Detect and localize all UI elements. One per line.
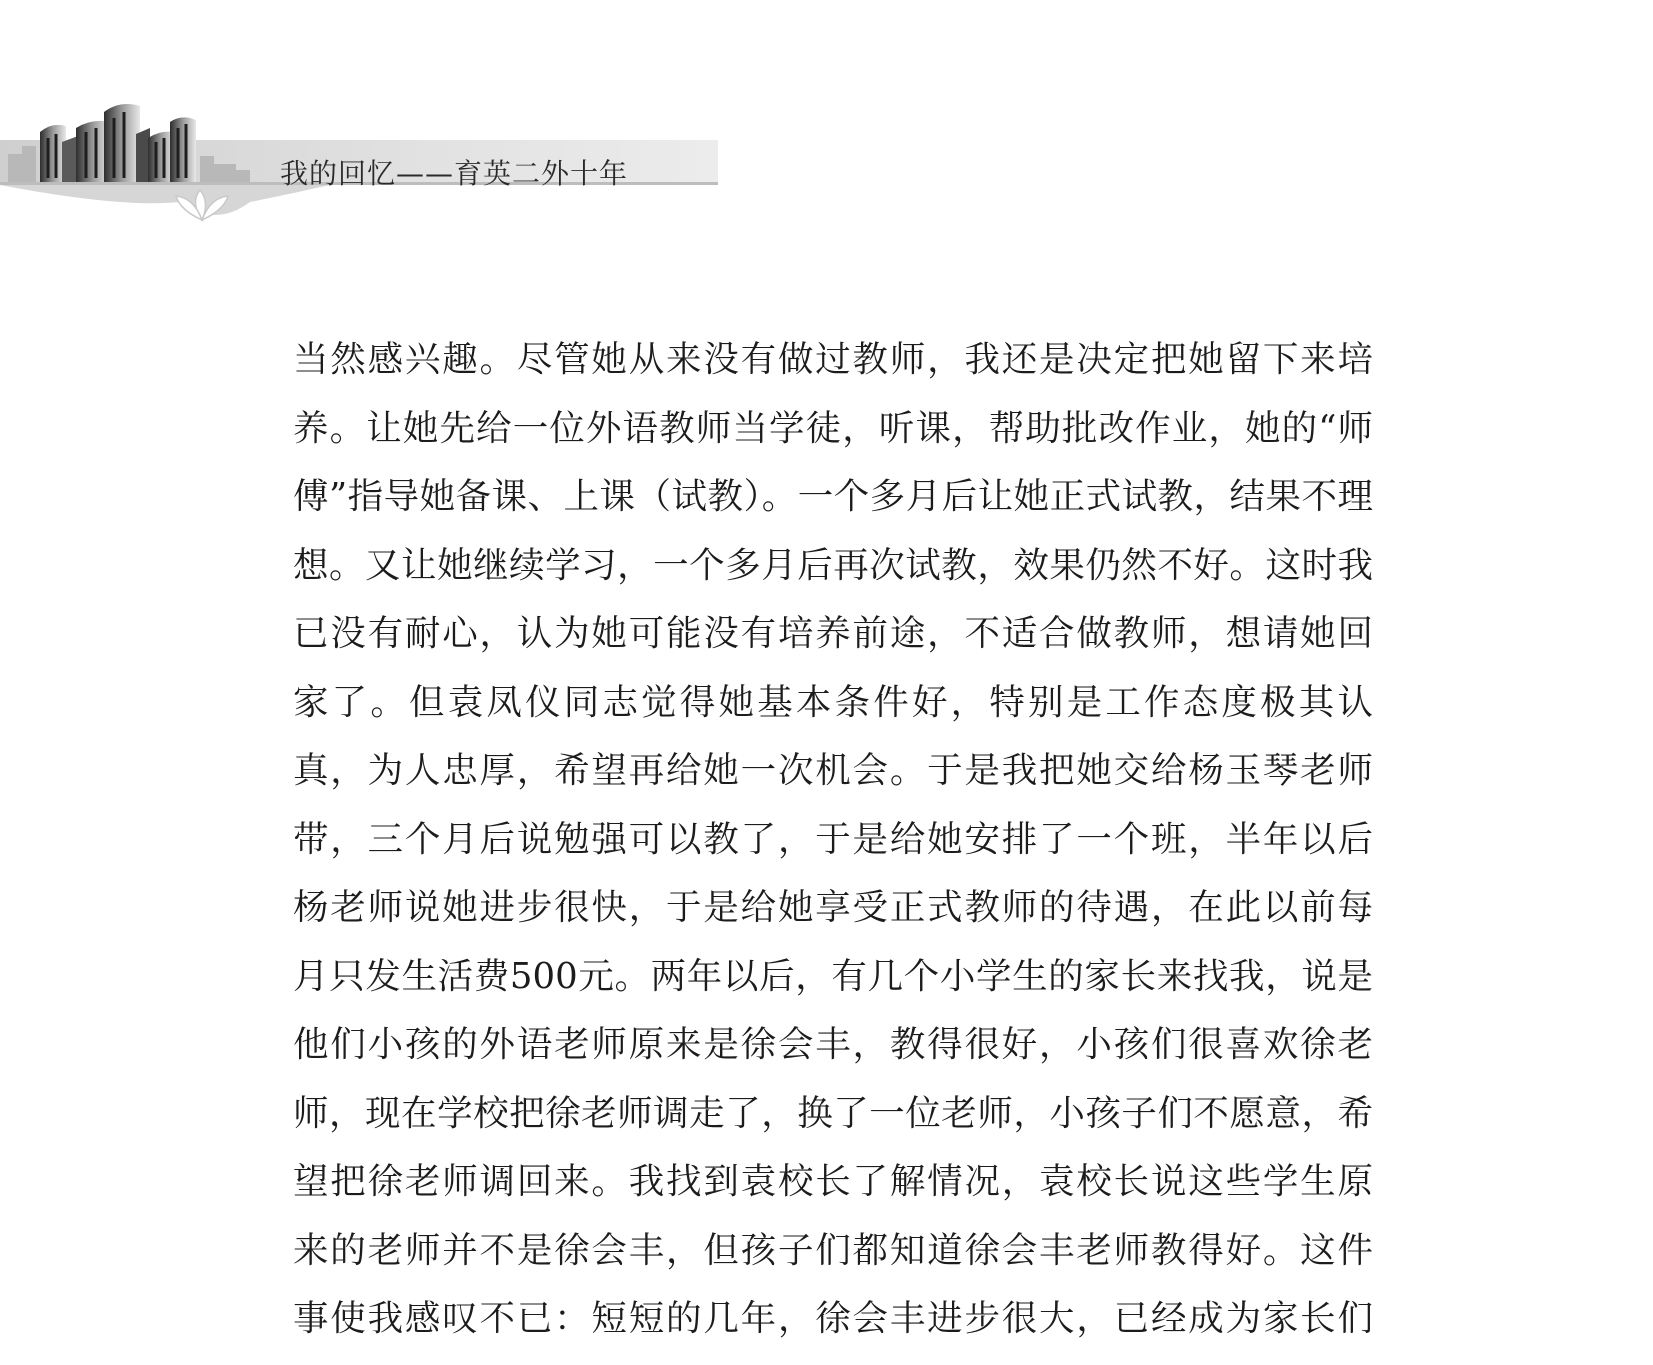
- text-line: 他们小孩的外语老师原来是徐会丰，教得很好，小孩们很喜欢徐老: [293, 1024, 1373, 1065]
- text-line: 月只发生活费500元。两年以后，有几个小学生的家长来找我，说是: [293, 955, 1373, 997]
- text-line: 杨老师说她进步很快，于是给她享受正式教师的待遇，在此以前每: [293, 887, 1373, 928]
- text-line: 事使我感叹不已：短短的几年，徐会丰进步很大，已经成为家长们: [293, 1298, 1373, 1339]
- text-line: 望把徐老师调回来。我找到袁校长了解情况，袁校长说这些学生原: [293, 1161, 1373, 1202]
- text-line: 养。让她先给一位外语教师当学徒，听课，帮助批改作业，她的“师: [293, 407, 1373, 449]
- running-header: [0, 98, 720, 228]
- text-line: 来的老师并不是徐会丰，但孩子们都知道徐会丰老师教得好。这件: [293, 1229, 1373, 1271]
- text-line: 已没有耐心，认为她可能没有培养前途，不适合做教师，想请她回: [293, 613, 1373, 654]
- body-text: [293, 326, 1373, 1354]
- text-line: 真，为人忠厚，希望再给她一次机会。于是我把她交给杨玉琴老师: [293, 750, 1373, 791]
- text-line: 带，三个月后说勉强可以教了，于是给她安排了一个班，半年以后: [293, 818, 1373, 860]
- text-line: 傅”指导她备课、上课（试教）。一个多月后让她正式试教，结果不理: [293, 476, 1373, 517]
- text-line: 想。又让她继续学习，一个多月后再次试教，效果仍然不好。这时我: [293, 544, 1373, 586]
- header-title: 我的回忆——育英二外十年: [280, 157, 629, 190]
- text-line: 家了。但袁凤仪同志觉得她基本条件好，特别是工作态度极其认: [293, 681, 1373, 723]
- text-line: 当然感兴趣。尽管她从来没有做过教师，我还是决定把她留下来培: [293, 339, 1373, 380]
- text-line: 师，现在学校把徐老师调走了，换了一位老师，小孩子们不愿意，希: [293, 1092, 1373, 1134]
- skyline-buildings: [40, 104, 196, 182]
